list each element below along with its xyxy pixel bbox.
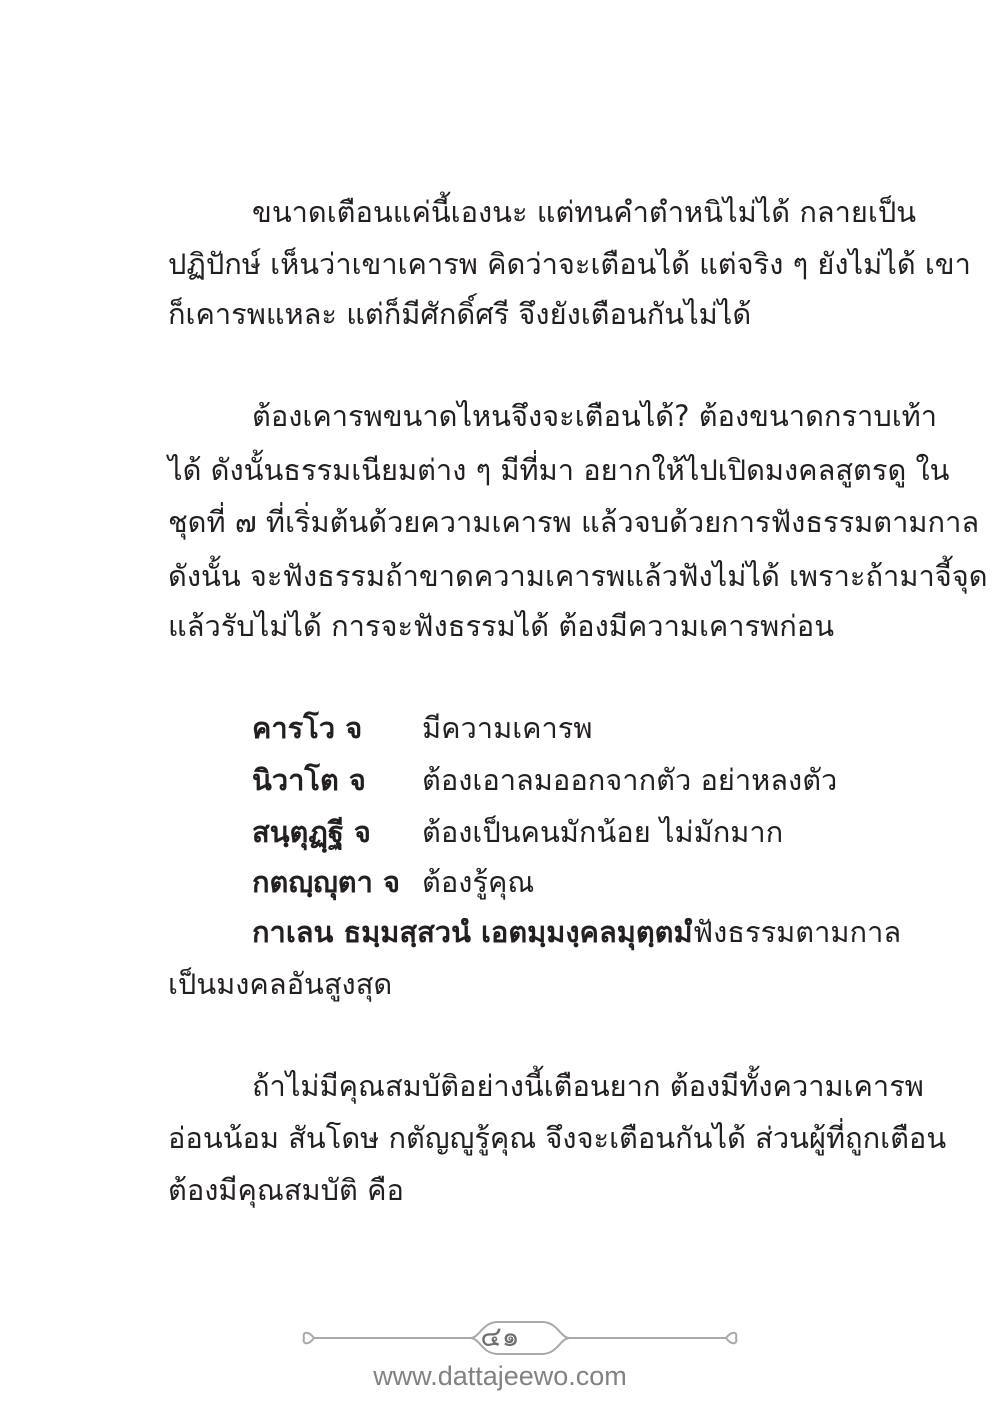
verse-final-meaning-continued: เป็นมงคลอันสูงสุด [168,967,393,1001]
verse-meaning-1: มีความเคารพ [422,711,593,745]
website-link[interactable]: www.dattajeewo.com [373,1361,627,1391]
paragraph1-line-2: ปฏิปักษ์ เห็นว่าเขาเคารพ คิดว่าจะเตือนได้ แต่จริง ๆ ยังไม่ได้ เขา [168,247,971,281]
ornament-right-flourish [726,1333,736,1344]
paragraph1-line-3: ก็เคารพแหละ แต่ก็มีศักดิ์ศรี จึงยังเตือนกันไม่ได้ [168,297,752,331]
page-number: ๔๑ [480,1320,520,1353]
paragraph2-line-1: ต้องเคารพขนาดไหนจึงจะเตือนได้? ต้องขนาดกราบเท้า [252,399,938,433]
paragraph3-line-3: ต้องมีคุณสมบัติ คือ [168,1173,404,1207]
paragraph2-line-3: ชุดที่ ๗ ที่เริ่มต้นด้วยความเคารพ แล้วจบด้วยการฟังธรรมตามกาล [168,505,980,539]
verse-final-meaning: ฟังธรรมตามกาล [692,915,902,949]
paragraph1-line-1: ขนาดเตือนแค่นี้เองนะ แต่ทนคำตำหนิไม่ได้ กลายเป็น [252,195,917,229]
verse-final-line [252,912,902,952]
verse-term-3: สนฺตุฏฺฐี จ [252,815,371,849]
verse-term-2: นิวาโต จ [252,763,366,797]
verse-final-term: กาเลน ธมฺมสฺสวนํ เอตมฺมงฺคลมุตฺตมํ [252,915,693,949]
paragraph2-line-2: ได้ ดังนั้นธรรมเนียมต่าง ๆ มีที่มา อยากให้ไปเปิดมงคลสูตรดู ใน [168,453,950,487]
verse-meaning-3: ต้องเป็นคนมักน้อย ไม่มักมาก [422,815,784,849]
ornament-left-flourish [304,1333,314,1344]
verse-term-4: กตญฺญุตา จ [252,865,401,899]
verse-term-1: คารโว จ [252,711,363,745]
paragraph3-line-2: อ่อนน้อม สันโดษ กตัญญูรู้คุณ จึงจะเตือนกันได้ ส่วนผู้ที่ถูกเตือน [168,1121,947,1155]
paragraph3-line-1: ถ้าไม่มีคุณสมบัติอย่างนี้เตือนยาก ต้องมีทั้งความเคารพ [252,1069,924,1103]
verse-meaning-2: ต้องเอาลมออกจากตัว อย่าหลงตัว [422,763,838,797]
verse-meaning-4: ต้องรู้คุณ [422,865,535,899]
paragraph2-line-4: ดังนั้น จะฟังธรรมถ้าขาดความเคารพแล้วฟังไม่ได้ เพราะถ้ามาจี้จุด [168,559,988,593]
paragraph2-line-5: แล้วรับไม่ได้ การจะฟังธรรมได้ ต้องมีความเคารพก่อน [168,609,835,643]
